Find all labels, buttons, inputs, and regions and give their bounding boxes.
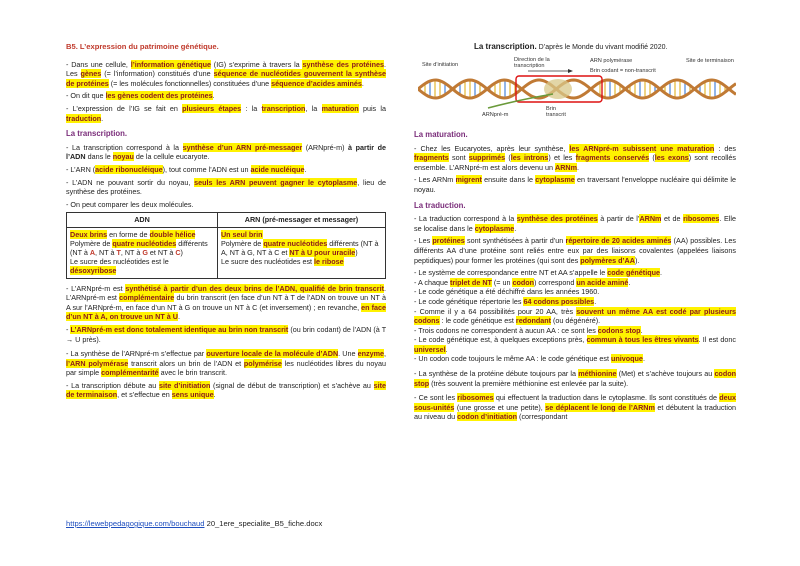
figure-caption: La transcription. D’après le Monde du vivant modifié 2020. <box>474 42 668 51</box>
page-footer <box>66 519 322 528</box>
traduction-paragraph-3: - Le système de correspondance entre NT et AA s’appelle le code génétique. <box>414 268 662 278</box>
label-arnprem: ARNpré-m <box>482 112 509 118</box>
table-header-adn: ADN <box>67 213 218 227</box>
transcription-paragraph-8: - La transcription débute au site d’initiation (signal de début de transcription) et s’achève au site de terminaison, et s’effectue en sens unique. <box>66 380 386 400</box>
maturation-paragraph-2: - Les ARNm migrent ensuite dans le cytoplasme en traversant l’enveloppe nucléaire qui délimite le noyau. <box>414 175 736 194</box>
label-brin-transcrit: Brin transcrit <box>546 106 566 118</box>
traduction-paragraph-7: - Comme il y a 64 possibilités pour 20 AA, très souvent un même AA est codé par plusieurs codons : le code génétique est redondant (ou dégénéré). <box>414 306 736 326</box>
table-cell-arn: Un seul brin Polymère de quatre nucléotides différents (NT à A, NT à G, NT à C et NT à U pour uracile) Le sucre des nucléotides est le ribose <box>217 227 385 278</box>
right-column <box>414 0 736 425</box>
traduction-paragraph-2: - Les protéines sont synthétisées à partir d’un répertoire de 20 acides aminés (AA) possibles. Les différents AA d’une protéine sont reliés entre eux par des liaisons covalentes (appelées liaisons peptidiques) pour former les protéines (qui sont des polymères d’AA). <box>414 236 736 265</box>
footer-filename: 20_1ere_specialite_B5_fiche.docx <box>204 519 323 528</box>
label-site-terminaison: Site de terminaison <box>686 58 734 64</box>
traduction-paragraph-5: - Le code génétique a été déchiffré dans les années 1960. <box>414 287 600 297</box>
traduction-paragraph-11: - La synthèse de la protéine débute toujours par la méthionine (Met) et s’achève toujours au codon stop (très souvent la première méthionine est enlevée par la suite). <box>414 369 736 388</box>
traduction-paragraph-4: - A chaque triplet de NT (= un codon) correspond un acide aminé. <box>414 277 631 287</box>
section-heading-transcription: La transcription. <box>66 129 128 139</box>
label-arn-polymerase: ARN polymérase <box>590 58 633 64</box>
transcription-paragraph-5: - L’ARNpré-m est synthétisé à partir d’un des deux brins de l’ADN, qualifié de brin transcrit. L’ARNpré-m est complémentaire du brin transcrit (en face d’un NT à T de l’ADN on trouve un NT à A sur l’ARNpré-m, en face d’un NT à G on trouve un NT à C (et inversement) ; en revanche, en face d’un NT à A, on trouve un NT à U. <box>66 283 386 322</box>
transcription-paragraph-1: - La transcription correspond à la synthèse d’un ARN pré-messager (ARNpré-m) à partir de l’ADN dans le noyau de la cellule eucaryote. <box>66 142 386 162</box>
transcription-paragraph-7: - La synthèse de l’ARNpré-m s’effectue par ouverture locale de la molécule d’ADN. Une enzyme, l’ARN polymérase transcrit alors un brin de l’ADN et polymérise les nucléotides libres du noyau par simple complémentarité avec le brin transcrit. <box>66 349 387 378</box>
traduction-paragraph-1: - La traduction correspond à la synthèse des protéines à partir de l’ARNm et de ribosomes. Elle se localise dans le cytoplasme. <box>414 214 736 233</box>
chapter-heading: B5. L’expression du patrimoine génétique. <box>66 42 219 51</box>
intro-paragraph-2: - On dit que les gènes codent des protéines. <box>66 91 215 101</box>
footer-link[interactable]: https://lewebpedagogique.com/bouchaud <box>66 519 205 528</box>
traduction-paragraph-8: - Trois codons ne correspondent à aucun AA : ce sont les codons stop. <box>414 325 643 335</box>
table-cell-adn: Deux brins en forme de double hélice Polymère de quatre nucléotides différents (NT à A, NT à T, NT à G et NT à C) Le sucre des nucléotides est le désoxyribose <box>67 227 218 278</box>
intro-paragraph-3: - L’expression de l’IG se fait en plusieurs étapes : la transcription, la maturation puis la traduction. <box>66 103 387 123</box>
label-direction: Direction de la transcription <box>514 57 550 69</box>
traduction-paragraph-12: - Ce sont les ribosomes qui effectuent la traduction dans le cytoplasme. Ils sont constitués de deux sous-unités (une grosse et une petite), se déplacent le long de l’ARNm et débutent la traduction au niveau du codon d’initiation (correspondant <box>414 393 737 422</box>
traduction-paragraph-10: - Un codon code toujours le même AA : le code génétique est univoque. <box>414 354 645 364</box>
transcription-paragraph-3: - L’ADN ne pouvant sortir du noyau, seuls les ARN peuvent gagner le cytoplasme, lieu de synthèse des protéines. <box>66 177 386 197</box>
section-heading-traduction: La traduction. <box>414 200 466 210</box>
transcription-paragraph-4: - On peut comparer les deux molécules. <box>66 199 194 209</box>
arrow-right-icon: → <box>66 334 74 344</box>
transcription-paragraph-6: - L’ARNpré-m est donc totalement identique au brin non transcrit (ou brin codant) de l’ADN (à T → U près). <box>66 324 387 344</box>
adn-arn-comparison-table <box>66 212 386 278</box>
traduction-paragraph-6: - Le code génétique répertorie les 64 codons possibles. <box>414 296 597 306</box>
section-heading-maturation: La maturation. <box>414 130 468 139</box>
transcription-paragraph-2: - L’ARN (acide ribonucléique), tout comme l’ADN est un acide nucléique. <box>66 164 307 174</box>
label-site-initiation: Site d’initiation <box>422 62 459 68</box>
maturation-paragraph-1: - Chez les Eucaryotes, après leur synthèse, les ARNpré-m subissent une maturation : des fragments sont supprimés (les introns) et les fragments conservés (les exons) sont recollés ensemble. L’ARNpré-m est alors devenu un ARNm. <box>414 143 736 172</box>
table-header-arn: ARN (pré-messager et messager) <box>217 213 385 227</box>
label-brin-codant: Brin codant = non-transcrit <box>590 68 656 74</box>
intro-paragraph-1: - Dans une cellule, l’information génétique (IG) s’exprime à travers la synthèse des protéines. Les gènes (= l’information) constitués d’une séquence de nucléotides gouvernent la synthèse de protéines (= les molécules fonctionnelles) constituées d’une séquence d’acides aminés. <box>66 59 386 88</box>
traduction-paragraph-9: - Le code génétique est, à quelques exceptions près, commun à tous les êtres vivants. Il est donc universel. <box>414 335 736 354</box>
left-column <box>66 0 386 403</box>
